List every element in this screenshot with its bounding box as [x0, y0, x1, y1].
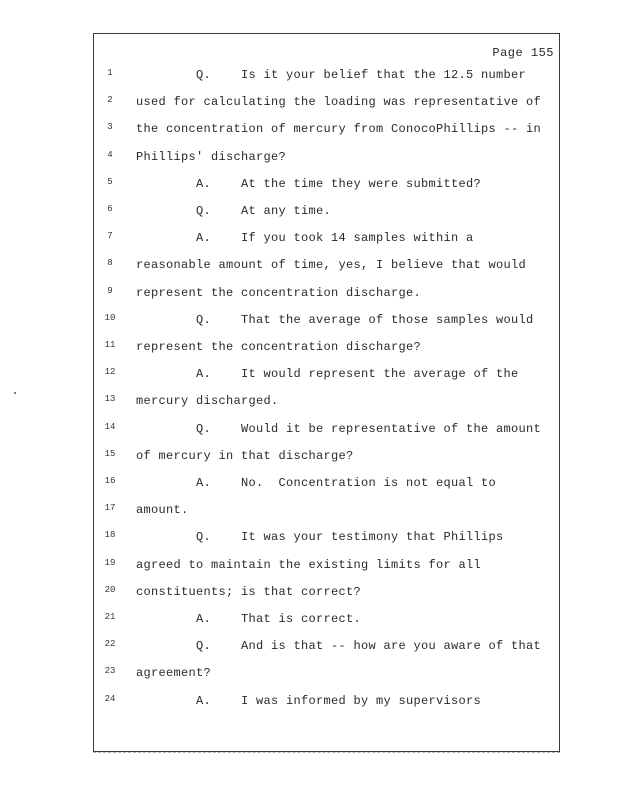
page-number: Page 155 [492, 46, 554, 60]
transcript-line [93, 122, 560, 142]
line-number: 21 [104, 612, 116, 622]
transcript-line [93, 204, 560, 224]
line-text: Q. It was your testimony that Phillips [136, 530, 504, 545]
line-text: Q. And is that -- how are you aware of that [136, 639, 542, 654]
line-number: 23 [104, 666, 116, 677]
line-text: A. If you took 14 samples within a [136, 231, 474, 246]
transcript-line [93, 150, 560, 170]
line-text: agreement? [136, 666, 212, 681]
line-text: agreed to maintain the existing limits for all [136, 557, 482, 572]
line-number: 3 [107, 122, 113, 133]
transcript-line [93, 476, 560, 496]
line-text: Phillips' discharge? [136, 149, 287, 164]
line-text: constituents; is that correct? [136, 584, 362, 599]
line-text: mercury discharged. [136, 394, 279, 409]
line-text: A. I was informed by my supervisors [136, 693, 482, 708]
line-number: 8 [107, 258, 113, 269]
line-number: 17 [104, 503, 116, 514]
transcript-line [93, 340, 560, 360]
line-text: Q. That the average of those samples would [136, 312, 534, 327]
transcript-line [93, 367, 560, 387]
line-text: A. At the time they were submitted? [136, 176, 482, 191]
transcript-line [93, 258, 560, 278]
line-text: reasonable amount of time, yes, I believe that would [136, 258, 527, 273]
line-number: 18 [104, 530, 116, 541]
line-number: 20 [104, 584, 116, 595]
line-number: 24 [104, 693, 116, 704]
line-number: 6 [107, 204, 113, 214]
transcript-line [93, 68, 560, 88]
line-text: represent the concentration discharge? [136, 340, 422, 354]
line-text: represent the concentration discharge. [136, 285, 422, 300]
transcript-line [93, 286, 560, 306]
scan-speck [14, 392, 16, 394]
line-text: A. That is correct. [136, 612, 362, 626]
transcript-line [93, 449, 560, 469]
line-number: 11 [104, 340, 116, 350]
line-number: 7 [107, 231, 113, 242]
transcript-line [93, 694, 560, 714]
line-number: 10 [104, 312, 116, 323]
transcript-line [93, 639, 560, 659]
line-text: A. It would represent the average of the [136, 367, 519, 382]
line-number: 14 [104, 421, 116, 432]
transcript-line [93, 503, 560, 523]
line-text: the concentration of mercury from ConocoPhillips -- in [136, 122, 542, 137]
transcript-line [93, 666, 560, 686]
transcript-line [93, 394, 560, 414]
transcript-line [93, 231, 560, 251]
transcript-line [93, 177, 560, 197]
transcript-line [93, 95, 560, 115]
line-text: Q. Would it be representative of the amount [136, 421, 542, 436]
footer-rule [93, 752, 560, 753]
line-number: 19 [104, 557, 116, 568]
line-number: 15 [104, 448, 116, 459]
transcript-line [93, 313, 560, 333]
line-number: 12 [104, 367, 116, 378]
transcript-line [93, 530, 560, 550]
transcript-line [93, 612, 560, 632]
line-number: 4 [107, 149, 113, 160]
transcript-line [93, 585, 560, 605]
transcript-line [93, 422, 560, 442]
line-number: 13 [104, 394, 116, 405]
line-number: 2 [107, 95, 113, 106]
line-text: used for calculating the loading was representative of [136, 95, 542, 110]
line-number: 5 [107, 176, 113, 187]
line-number: 1 [107, 68, 113, 78]
line-text: Q. Is it your belief that the 12.5 number [136, 68, 527, 82]
line-text: amount. [136, 503, 189, 518]
line-text: Q. At any time. [136, 204, 332, 218]
line-text: of mercury in that discharge? [136, 448, 354, 463]
line-number: 22 [104, 639, 116, 650]
transcript-line [93, 558, 560, 578]
line-number: 16 [104, 476, 116, 486]
line-text: A. No. Concentration is not equal to [136, 476, 497, 490]
line-number: 9 [107, 285, 113, 296]
